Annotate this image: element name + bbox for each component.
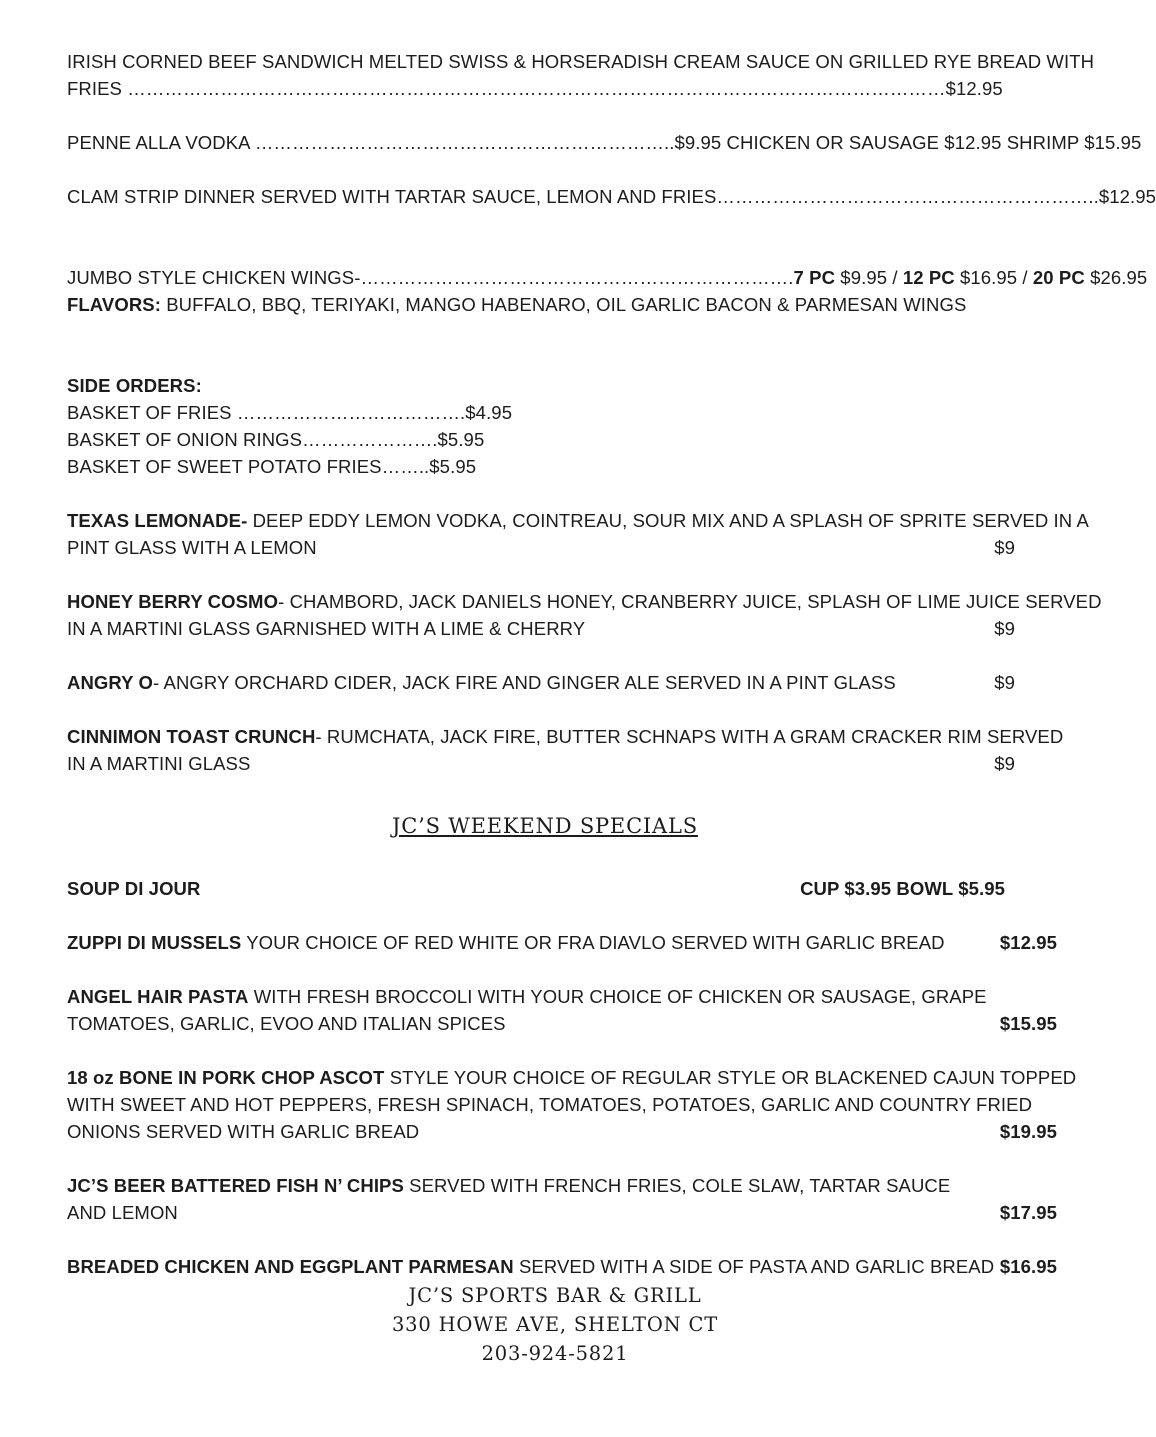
angel-hair-line2 <box>67 1010 1057 1037</box>
drink-price: $9 <box>994 672 1015 693</box>
flavors-list: BUFFALO, BBQ, TERIYAKI, MANGO HABENARO, OIL GARLIC BACON & PARMESAN WINGS <box>160 294 967 315</box>
soup-price: CUP $3.95 BOWL $5.95 <box>800 878 1005 899</box>
wings-price-7: $9.95 / <box>835 267 903 288</box>
mussels-desc: YOUR CHOICE OF RED WHITE OR FRA DIAVLO SERVED WITH GARLIC BREAD <box>241 932 945 953</box>
angel-hair-desc: TOMATOES, GARLIC, EVOO AND ITALIAN SPICES <box>67 1013 506 1034</box>
drink-desc: - CHAMBORD, JACK DANIELS HONEY, CRANBERRY JUICE, SPLASH OF LIME JUICE SERVED <box>278 591 1102 612</box>
drink-desc: - ANGRY ORCHARD CIDER, JACK FIRE AND GINGER ALE SERVED IN A PINT GLASS <box>153 672 896 693</box>
angel-hair-price: $15.95 <box>999 1013 1057 1034</box>
wings-7pc: 7 PC <box>793 267 836 288</box>
footer-phone: 203-924-5821 <box>481 1342 629 1365</box>
pork-chop-line2: WITH SWEET AND HOT PEPPERS, FRESH SPINACH, TOMATOES, POTATOES, GARLIC AND COUNTRY FRIED <box>67 1094 1033 1115</box>
soup-item <box>67 875 1057 902</box>
drink-name: CINNIMON TOAST CRUNCH <box>67 726 316 747</box>
fish-item <box>67 1172 1057 1199</box>
pork-chop-price: $19.95 <box>999 1121 1057 1142</box>
wings-20pc: 20 PC <box>1032 267 1085 288</box>
fish-desc: AND LEMON <box>67 1202 178 1223</box>
side-item: BASKET OF ONION RINGS………………….$5.95 <box>67 429 485 450</box>
drink-line <box>67 588 1102 615</box>
drink-desc: - RUMCHATA, JACK FIRE, BUTTER SCHNAPS WITH A GRAM CRACKER RIM SERVED <box>315 726 1064 747</box>
fish-line2 <box>67 1199 1057 1226</box>
clam-item: CLAM STRIP DINNER SERVED WITH TARTAR SAUCE, LEMON AND FRIES……………………………………………………..$12.95 <box>67 186 1156 207</box>
wings-12pc: 12 PC <box>902 267 955 288</box>
parm-price: $16.95 <box>999 1256 1057 1277</box>
drink-line <box>67 507 1089 534</box>
corned-beef-line2: FRIES ……………………………………………………………………………………………………………………$12.95 <box>67 78 1003 99</box>
specials-title-text: JC’S WEEKEND SPECIALS <box>392 814 698 838</box>
drink-name: TEXAS LEMONADE- <box>67 510 248 531</box>
fish-name: JC’S BEER BATTERED FISH N’ CHIPS <box>67 1175 404 1196</box>
side-item: BASKET OF SWEET POTATO FRIES……..$5.95 <box>67 456 477 477</box>
angel-hair-item <box>67 983 1057 1010</box>
fish-price: $17.95 <box>999 1202 1057 1223</box>
corned-beef-line1: IRISH CORNED BEEF SANDWICH MELTED SWISS & HORSERADISH CREAM SAUCE ON GRILLED RYE BREAD WITH <box>67 51 1095 72</box>
drink-line <box>67 750 1057 777</box>
drink-price: $9 <box>994 537 1015 558</box>
drink-price: $9 <box>994 618 1015 639</box>
flavors-label: FLAVORS: <box>67 294 161 315</box>
drink-line <box>67 723 1064 750</box>
sides-heading: SIDE ORDERS: <box>67 375 202 396</box>
drink-line <box>67 534 1057 561</box>
parm-name: BREADED CHICKEN AND EGGPLANT PARMESAN <box>67 1256 514 1277</box>
wings-price-12: $16.95 / <box>954 267 1033 288</box>
fish-desc: SERVED WITH FRENCH FRIES, COLE SLAW, TARTAR SAUCE <box>403 1175 951 1196</box>
parm-item <box>67 1253 1057 1280</box>
pork-chop-item <box>67 1064 1077 1091</box>
pork-chop-desc: ONIONS SERVED WITH GARLIC BREAD <box>67 1121 420 1142</box>
specials-title <box>0 814 1090 838</box>
drink-desc: IN A MARTINI GLASS <box>67 753 251 774</box>
parm-desc: SERVED WITH A SIDE OF PASTA AND GARLIC BREAD <box>513 1256 995 1277</box>
wings-price-20: $26.95 <box>1084 267 1148 288</box>
drink-desc: PINT GLASS WITH A LEMON <box>67 537 317 558</box>
wings-name: JUMBO STYLE CHICKEN WINGS-……………………………………………………………. <box>67 267 794 288</box>
drink-name: ANGRY O <box>67 672 154 693</box>
footer-address: 330 HOWE AVE, SHELTON CT <box>391 1313 719 1336</box>
drink-line <box>67 669 1057 696</box>
pork-chop-line3 <box>67 1118 1057 1145</box>
drink-desc: DEEP EDDY LEMON VODKA, COINTREAU, SOUR MIX AND A SPLASH OF SPRITE SERVED IN A <box>247 510 1089 531</box>
drink-price: $9 <box>994 753 1015 774</box>
wings-item <box>67 264 1148 291</box>
drink-desc: IN A MARTINI GLASS GARNISHED WITH A LIME & CHERRY <box>67 618 586 639</box>
footer-name: JC’S SPORTS BAR & GRILL <box>408 1284 702 1307</box>
side-item: BASKET OF FRIES ……………………………….$4.95 <box>67 402 513 423</box>
mussels-name: ZUPPI DI MUSSELS <box>67 932 242 953</box>
pork-chop-desc: STYLE YOUR CHOICE OF REGULAR STYLE OR BLACKENED CAJUN TOPPED <box>384 1067 1077 1088</box>
pork-chop-name: 18 oz BONE IN PORK CHOP ASCOT <box>67 1067 385 1088</box>
drink-line <box>67 615 1057 642</box>
penne-item: PENNE ALLA VODKA …………………………………………………………..$9.95 CHICKEN OR SAUSAGE $12.95 SHRIMP $15.95 <box>67 132 1142 153</box>
mussels-price: $12.95 <box>999 932 1057 953</box>
wings-flavors <box>67 291 1057 318</box>
soup-name: SOUP DI JOUR <box>67 878 201 899</box>
drink-name: HONEY BERRY COSMO <box>67 591 279 612</box>
angel-hair-desc: WITH FRESH BROCCOLI WITH YOUR CHOICE OF CHICKEN OR SAUSAGE, GRAPE <box>248 986 987 1007</box>
angel-hair-name: ANGEL HAIR PASTA <box>67 986 249 1007</box>
mussels-item <box>67 929 1057 956</box>
